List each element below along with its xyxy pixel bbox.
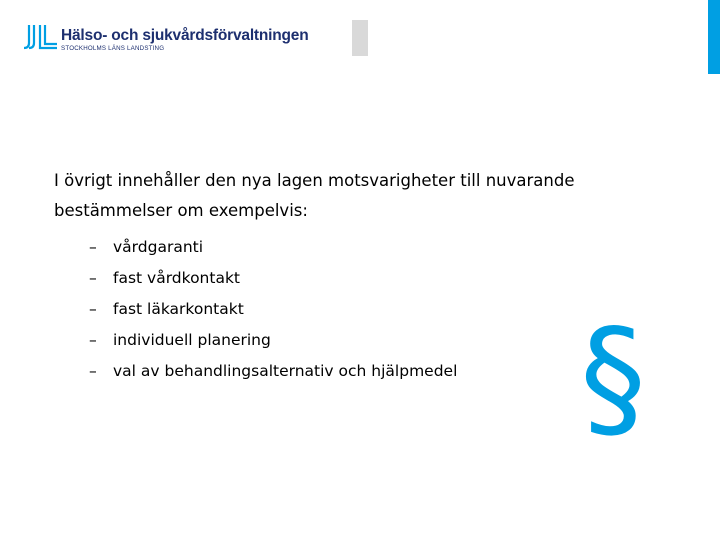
list-item-text: fast läkarkontakt [113,300,244,318]
section-sign-icon: § [580,301,646,455]
list-item [89,356,457,387]
bullet-list [89,232,457,387]
header-divider-block [352,20,368,56]
list-item [89,294,457,325]
dash-icon: – [89,300,97,318]
list-item-text: individuell planering [113,331,271,349]
org-subtitle: STOCKHOLMS LÄNS LANDSTING [61,45,165,52]
dash-icon: – [89,238,97,256]
sll-logo-icon [24,24,58,50]
dash-icon: – [89,362,97,380]
list-item [89,325,457,356]
dash-icon: – [89,269,97,287]
org-name: Hälso- och sjukvårdsförvaltningen [61,27,309,44]
list-item-text: val av behandlingsalternativ och hjälpmedel [113,362,458,380]
accent-edge-bar [708,0,720,74]
dash-icon: – [89,331,97,349]
list-item [89,232,457,263]
list-item-text: vårdgaranti [113,238,204,256]
list-item-text: fast vårdkontakt [113,269,241,287]
list-item [89,263,457,294]
intro-text: I övrigt innehåller den nya lagen motsvarigheter till nuvarande bestämmelser om exempelvis: [54,171,575,220]
